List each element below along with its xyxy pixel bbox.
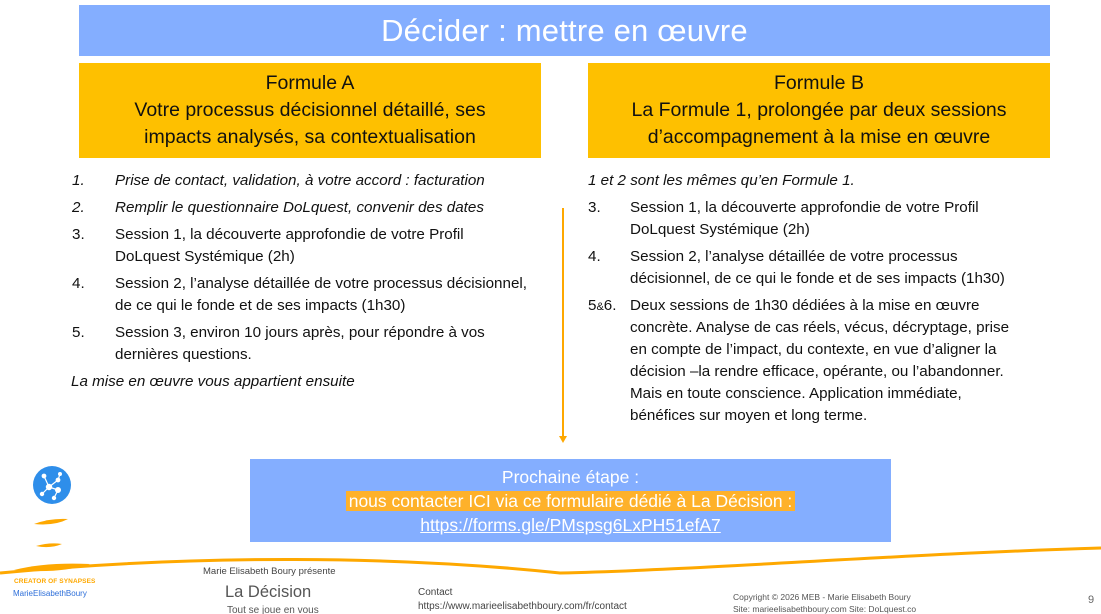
list-item <box>588 197 1028 241</box>
copyright-text: Copyright © 2026 MEB - Marie Elisabeth Boury <box>733 592 911 602</box>
item-text: Session 1, la découverte approfondie de votre Profil DoLquest Systémique (2h) <box>115 226 464 265</box>
formula-a-header <box>79 63 541 158</box>
next-step-cta: nous contacter ICI via ce formulaire dédié à La Décision : <box>346 491 796 511</box>
product-name: La Décision <box>225 583 312 601</box>
formula-a-subtitle-1: Votre processus décisionnel détaillé, ses <box>134 99 486 121</box>
item-text: Session 2, l’analyse détaillée de votre processus décisionnel, de ce qui le fonde et de ses impacts (1h30) <box>115 275 527 314</box>
logo-name: MarieElisabethBoury <box>13 589 87 598</box>
list-item <box>71 170 541 192</box>
formula-a-subtitle-2: impacts analysés, sa contextualisation <box>144 126 476 148</box>
formula-b-intro-note: 1 et 2 sont les mêmes qu’en Formule 1. <box>588 172 855 189</box>
item-number: 5&6. <box>588 297 617 314</box>
item-number: 3. <box>588 199 601 216</box>
formula-b-name: Formule B <box>774 72 864 94</box>
formula-b-header <box>588 63 1050 158</box>
item-number: 4. <box>588 248 601 265</box>
slide-title-text: Décider : mettre en œuvre <box>381 12 748 48</box>
formula-a-name: Formule A <box>265 72 355 94</box>
next-step-label: Prochaine étape : <box>501 466 640 487</box>
product-tagline: Tout se joue en vous <box>227 605 319 614</box>
slide-title <box>79 5 1050 56</box>
list-item <box>71 273 541 317</box>
item-text: Session 1, la découverte approfondie de votre Profil DoLquest Systémique (2h) <box>630 199 979 238</box>
down-arrow-icon <box>556 205 570 445</box>
form-link[interactable]: https://forms.gle/PMspsg6LxPH51efA7 <box>420 514 721 535</box>
contact-url[interactable]: https://www.marieelisabethboury.com/fr/contact <box>418 601 627 612</box>
synapse-logo-icon <box>0 462 104 580</box>
item-number: 3. <box>72 226 85 243</box>
formula-b-steps <box>588 170 1028 432</box>
item-text: Deux sessions de 1h30 dédiées à la mise en œuvre concrète. Analyse de cas réels, vécus, décryptage, prise en compte de l’impact, du contexte, en vue d’aligner la décision –la rendre efficace, opérante, ou l’abandonner. Mais en toute conscience. Application immédiate, bénéfices sur moyen et long terme. <box>630 297 1010 424</box>
formula-a-closing-note: La mise en œuvre vous appartient ensuite <box>71 373 355 390</box>
footer-curve <box>0 540 1101 580</box>
logo <box>0 462 104 602</box>
logo-tagline: CREATOR OF SYNAPSES <box>14 578 96 585</box>
item-number: 2. <box>72 199 85 216</box>
list-item <box>71 224 541 268</box>
next-step-box <box>250 459 891 542</box>
item-text: Session 2, l’analyse détaillée de votre processus décisionnel, de ce qui le fonde et de ses impacts (1h30) <box>630 248 1005 287</box>
contact-label: Contact <box>418 587 453 598</box>
item-text: Session 3, environ 10 jours après, pour répondre à vos dernières questions. <box>115 324 485 363</box>
item-number: 4. <box>72 275 85 292</box>
item-number: 1. <box>72 172 85 189</box>
sites-text: Site: marieelisabethboury.com Site: DoLquest.co <box>733 604 917 614</box>
item-text: Remplir le questionnaire DoLquest, convenir des dates <box>115 199 484 216</box>
formula-b-subtitle-2: d’accompagnement à la mise en œuvre <box>647 126 991 148</box>
list-item <box>588 295 1028 427</box>
formula-a-steps <box>71 170 541 393</box>
page-number: 9 <box>1088 594 1095 606</box>
list-item <box>588 246 1028 290</box>
list-item <box>71 197 541 219</box>
item-text: Prise de contact, validation, à votre accord : facturation <box>115 172 485 189</box>
item-number: 5. <box>72 324 85 341</box>
formula-b-subtitle-1: La Formule 1, prolongée par deux sessions <box>631 99 1007 121</box>
list-item <box>71 322 541 366</box>
presenter-text: Marie Elisabeth Boury présente <box>203 566 336 577</box>
